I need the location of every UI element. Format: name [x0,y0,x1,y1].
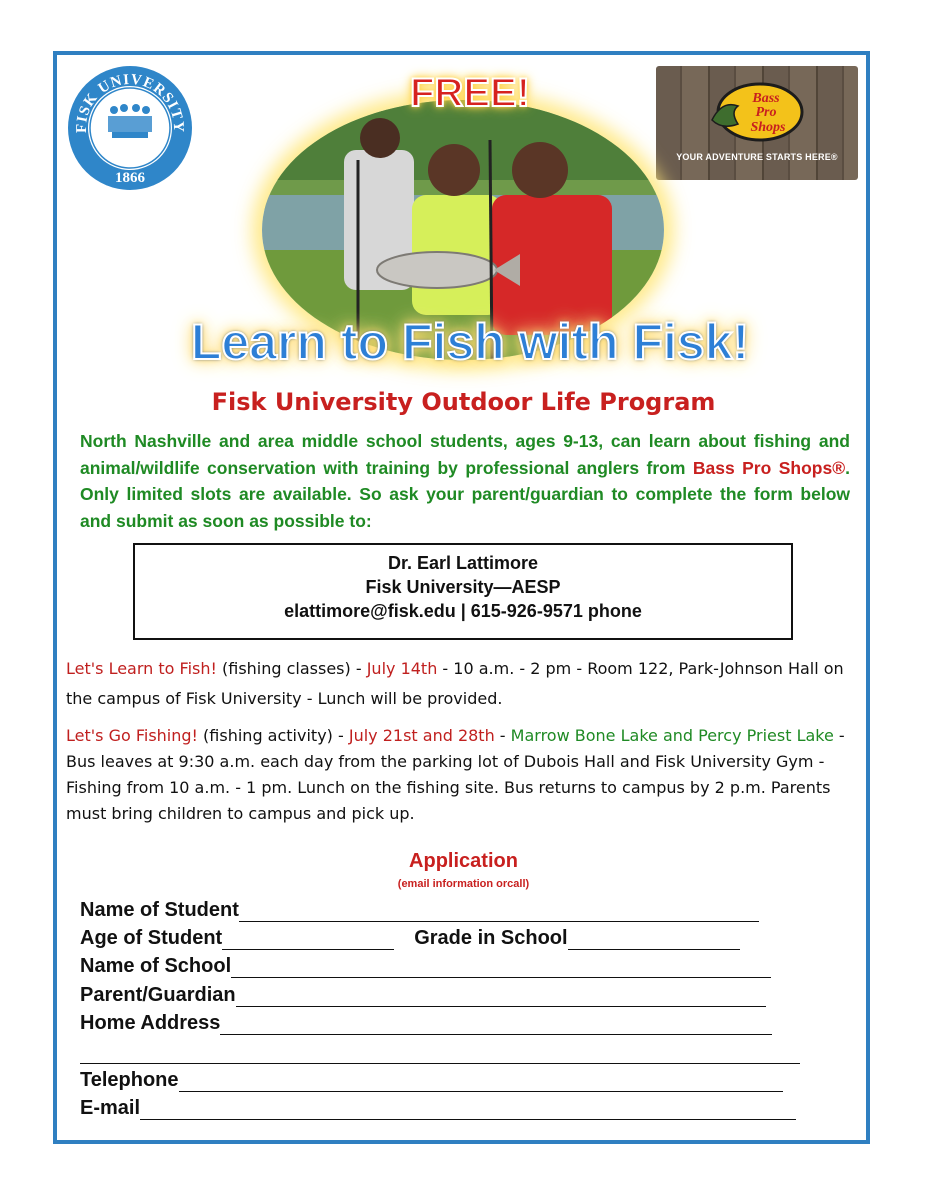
form-row-name-of-school [80,952,771,978]
form-row-age-grade [80,924,740,950]
seal-name-text: FISK UNIVERSITY [73,71,187,134]
event-1-date: July 14th [366,659,438,678]
form-row-name-of-student [80,896,759,922]
program-title: Fisk University Outdoor Life Program [211,388,716,416]
email-label: E-mail [80,1097,141,1119]
fisk-university-seal [66,64,194,192]
telephone-label: Telephone [80,1069,179,1091]
application-title: Application [409,850,518,872]
name-of-student-label: Name of Student [80,899,239,921]
contact-details: elattimore@fisk.edu | 615-926-9571 phone [284,601,642,621]
event-1-paragraph [66,654,856,714]
contact-name: Dr. Earl Lattimore [387,553,539,573]
age-of-student-label: Age of Student [80,927,223,949]
bass-pro-shops-logo [656,66,858,180]
event-2-details: - Bus leaves at 9:30 a.m. each day from the parking lot of Dubois Hall and Fisk University Gym - Fishing from 10 a.m. - 1 pm. Lunch on the fishing site. Bus returns to campus by 2 p.m. Parents must bring children to campus and pick up. [66,726,845,823]
intro-brand: Bass Pro Shops® [692,457,846,478]
contact-box [133,543,793,640]
name-of-school-label: Name of School [80,955,232,977]
form-row-home-address [80,1009,772,1035]
event-2-type: (fishing activity) - [197,726,349,745]
name-of-school-field[interactable] [231,959,771,978]
name-of-student-field[interactable] [239,903,759,922]
home-address-line-2-field[interactable] [80,1045,800,1064]
form-row-address-line-2 [80,1038,800,1064]
event-1-details: - 10 a.m. - 2 pm - Room 122, Park-Johnson Hall on the campus of Fisk University - Lunch will be provided. [66,659,844,708]
home-address-label: Home Address [80,1012,221,1034]
event-2-sep: - [494,726,511,745]
form-row-parent-guardian [80,981,766,1007]
telephone-field[interactable] [179,1073,783,1092]
pro-text: Pro [755,105,777,120]
parent-guardian-field[interactable] [236,988,766,1007]
grade-in-school-field[interactable] [568,931,740,950]
home-address-field[interactable] [220,1016,772,1035]
seal-year: 1866 [115,170,145,186]
bass-text: Bass [752,91,780,106]
bass-pro-tagline: YOUR ADVENTURE STARTS HERE® [676,152,838,162]
intro-paragraph [80,428,850,534]
headline: Learn to Fish with Fisk! [190,314,750,370]
event-1-type: (fishing classes) - [216,659,367,678]
grade-in-school-label: Grade in School [414,927,568,949]
event-1-title: Let's Learn to Fish! [66,659,217,678]
bass-pro-oval-icon [708,80,804,144]
intro-part-1: North Nashville and area middle school students, ages 9-13, can learn about fishing and animal/wildlife conservation with training by professional anglers from [80,431,850,478]
event-2-title: Let's Go Fishing! [66,726,198,745]
form-row-telephone [80,1066,783,1092]
parent-guardian-label: Parent/Guardian [80,984,236,1006]
shops-text: Shops [750,120,786,135]
event-2-paragraph [66,723,856,827]
application-subtitle: (email information orcall) [397,878,530,890]
intro-part-2: . Only limited slots are available. So ask your parent/guardian to complete the form below and submit as soon as possible to: [80,457,850,531]
age-of-student-field[interactable] [222,931,394,950]
event-2-date: July 21st and 28th [348,726,495,745]
event-2-location: Marrow Bone Lake and Percy Priest Lake [510,726,834,745]
contact-org: Fisk University—AESP [365,577,561,597]
email-field[interactable] [140,1101,796,1120]
free-badge: FREE! [410,71,530,115]
form-row-email [80,1094,796,1120]
